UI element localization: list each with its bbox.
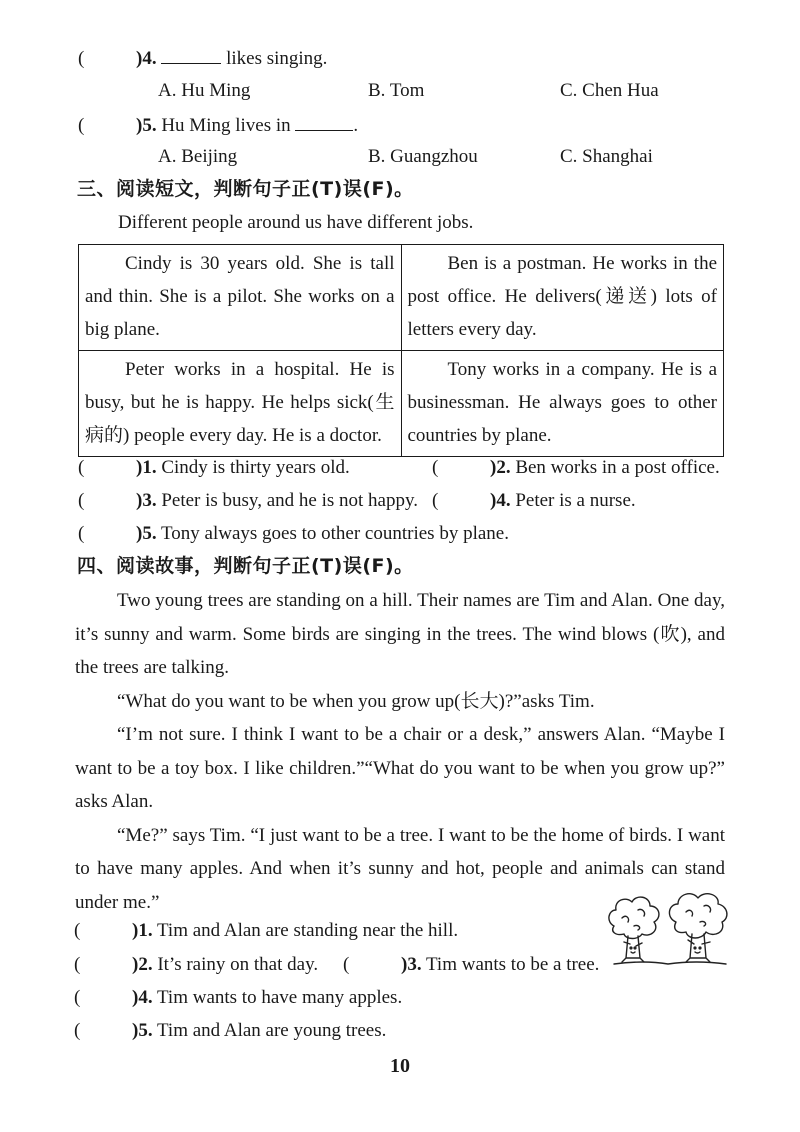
p3-question-1 (78, 456, 350, 480)
option-b: B. Guangzhou (368, 146, 478, 167)
option-a: A. Hu Ming (158, 80, 251, 101)
p4-question-3 (343, 953, 599, 977)
question-number: )5. (136, 115, 157, 136)
p3-question-4 (432, 489, 636, 513)
answer-bracket[interactable]: ( (74, 954, 81, 975)
story-paragraph-2: “What do you want to be when you grow up(长大)?”asks Tim. (117, 690, 595, 712)
question-number: )2. (132, 954, 153, 975)
cell-tony: Tony works in a company. He is a businessman. He always goes to other countries by plane. (401, 351, 724, 457)
section-heading-4: 四、阅读故事，判断句子正(T)误(F)。 (77, 555, 414, 577)
question-text: Peter is busy, and he is not happy. (156, 490, 418, 511)
question-number: )1. (132, 920, 153, 941)
answer-bracket[interactable]: ( (78, 457, 85, 478)
intro-text: Different people around us have different jobs. (118, 212, 474, 233)
cell-ben: Ben is a postman. He works in the post office. He delivers(递送) lots of letters every day. (401, 245, 724, 351)
question-number: )1. (136, 457, 157, 478)
question-number: )4. (136, 48, 157, 69)
p3-question-2 (432, 456, 720, 480)
question-text: Tim wants to have many apples. (152, 987, 403, 1008)
answer-bracket[interactable]: ( (74, 987, 81, 1008)
question-number: )4. (132, 987, 153, 1008)
p4-question-5 (74, 1019, 386, 1043)
answer-bracket[interactable]: ( (78, 115, 85, 136)
question-text: likes singing. (221, 48, 328, 69)
question-text: Hu Ming lives in (156, 115, 296, 136)
question-number: )5. (136, 523, 157, 544)
question-text: . (353, 115, 359, 136)
answer-bracket[interactable]: ( (74, 1020, 81, 1041)
fill-blank[interactable] (295, 112, 353, 131)
question-number: )3. (401, 954, 422, 975)
question-number: )2. (490, 457, 511, 478)
question-text: Tim and Alan are standing near the hill. (152, 920, 459, 941)
option-b: B. Tom (368, 80, 425, 101)
cell-peter: Peter works in a hospital. He is busy, but he is happy. He helps sick(生病的) people every day. He is a doctor. (79, 351, 402, 457)
cell-cindy: Cindy is 30 years old. She is tall and thin. She is a pilot. She works on a big plane. (79, 245, 402, 351)
question-text: Ben works in a post office. (510, 457, 720, 478)
answer-bracket[interactable]: ( (78, 48, 85, 69)
trees-illustration-icon (604, 888, 734, 968)
option-a: A. Beijing (158, 146, 238, 167)
fill-blank[interactable] (161, 45, 221, 64)
option-c: C. Chen Hua (560, 80, 659, 101)
question-number: )4. (490, 490, 511, 511)
question-text: Peter is a nurse. (510, 490, 636, 511)
story-paragraph-3: “I’m not sure. I think I want to be a chair or a desk,” answers Alan. “Maybe I want to be a toy box. I like children.”“What do you want to be when you grow up?” asks Alan. (75, 724, 725, 812)
p3-question-3 (78, 489, 418, 513)
section-heading-3: 三、阅读短文，判断句子正(T)误(F)。 (77, 178, 414, 200)
story-paragraph-1: Two young trees are standing on a hill. Their names are Tim and Alan. One day, it’s sunny and warm. Some birds are singing in the trees. The wind blows (吹), and the trees are talking. (75, 590, 725, 678)
option-c: C. Shanghai (560, 146, 653, 167)
question-number: )3. (136, 490, 157, 511)
answer-bracket[interactable]: ( (78, 490, 85, 511)
question-5 (78, 112, 358, 138)
p4-question-1 (74, 919, 458, 943)
question-text: Cindy is thirty years old. (156, 457, 350, 478)
p4-question-4 (74, 986, 402, 1010)
answer-bracket[interactable]: ( (78, 523, 85, 544)
page-number: 10 (390, 1055, 410, 1077)
story-paragraph-4: “Me?” says Tim. “I just want to be a tree. I want to be the home of birds. I want to have many apples. And when it’s sunny and hot, people and animals can stand under me.” (75, 824, 725, 913)
question-text: It’s rainy on that day. (152, 954, 319, 975)
p3-question-5 (78, 522, 509, 546)
answer-bracket[interactable]: ( (343, 954, 350, 975)
question-4 (78, 45, 327, 71)
answer-bracket[interactable]: ( (432, 490, 439, 511)
p4-question-2 (74, 953, 318, 977)
question-text: Tim wants to be a tree. (421, 954, 600, 975)
jobs-table (78, 244, 724, 457)
answer-bracket[interactable]: ( (74, 920, 81, 941)
question-text: Tony always goes to other countries by plane. (156, 523, 509, 544)
question-number: )5. (132, 1020, 153, 1041)
story (75, 584, 725, 919)
question-text: Tim and Alan are young trees. (152, 1020, 387, 1041)
answer-bracket[interactable]: ( (432, 457, 439, 478)
